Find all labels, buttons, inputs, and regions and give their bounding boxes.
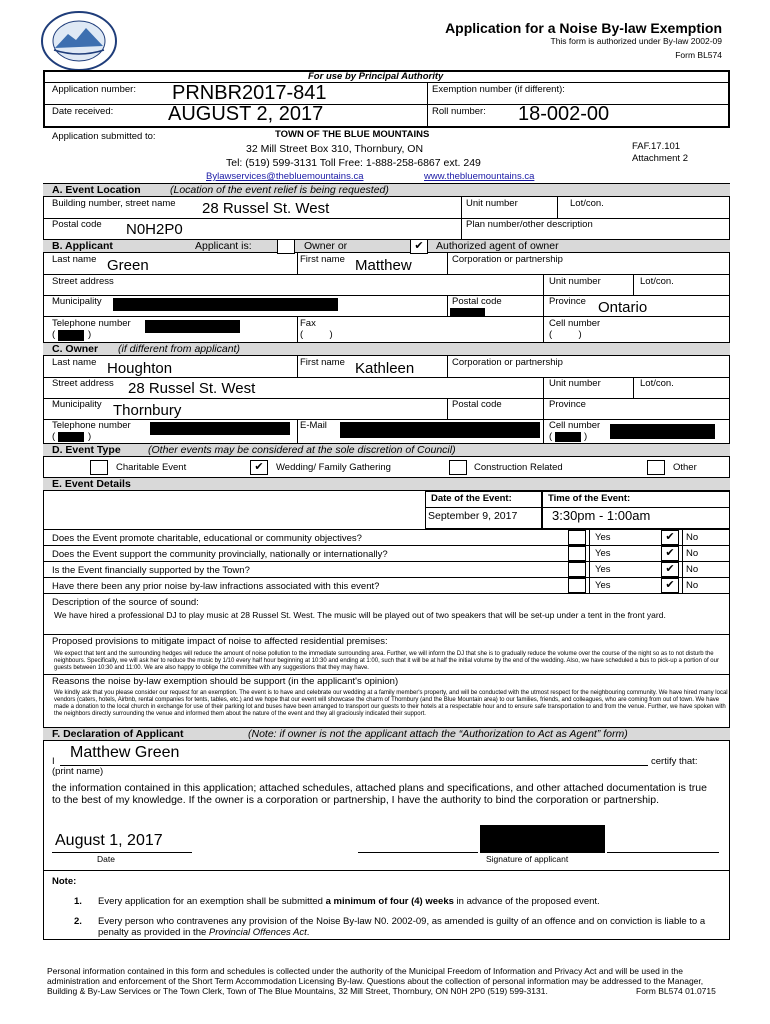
q2-no-label: No (686, 548, 699, 559)
q4-yes-label: Yes (595, 580, 611, 591)
note-1-text-a: Every application for an exemption shall be submitted (98, 896, 326, 907)
building-value: 28 Russel St. West (202, 200, 330, 217)
b-cell-label: Cell number (549, 318, 601, 329)
q2-no-checkbox[interactable] (661, 546, 679, 561)
note-2 (98, 916, 718, 938)
c-corp-label: Corporation or partnership (452, 357, 563, 368)
type-construction-label: Construction Related (474, 462, 563, 473)
c-first-label: First name (300, 357, 345, 368)
section-c-heading: C. Owner (52, 343, 99, 355)
c-last-value: Houghton (107, 360, 173, 377)
roll-number: 18-002-00 (518, 103, 610, 125)
a-postal-label: Postal code (52, 219, 102, 230)
q1-no-label: No (686, 532, 699, 543)
event-date-value: September 9, 2017 (428, 510, 518, 522)
c-street-value: 28 Russel St. West (128, 380, 256, 397)
redacted-signature (480, 825, 605, 853)
a-postal-value: N0H2P0 (126, 221, 183, 238)
a-lot-label: Lot/con. (570, 198, 604, 209)
question-1: Does the Event promote charitable, educational or community objectives? (52, 533, 362, 544)
q3-yes-checkbox[interactable] (568, 562, 586, 577)
check-icon: ✔ (665, 547, 675, 559)
c-postal-label: Postal code (452, 399, 502, 410)
redacted-b-area (58, 330, 84, 341)
redacted-b-municipality (113, 298, 338, 311)
b-first-label: First name (300, 254, 345, 265)
note-heading: Note: (52, 876, 77, 887)
section-a-sub: (Location of the event relief is being requested) (170, 184, 389, 196)
section-b-header (43, 239, 730, 253)
date-line (52, 852, 192, 853)
declare-name: Matthew Green (70, 744, 180, 761)
note-1-text-c: in advance of the proposed event. (453, 896, 600, 907)
town-phone: Tel: (519) 599-3131 Toll Free: 1-888-258-6867 ext. 249 (226, 157, 481, 169)
b-corp-label: Corporation or partnership (452, 254, 563, 265)
b-province-value: Ontario (598, 299, 648, 316)
q2-yes-label: Yes (595, 548, 611, 559)
b-unit-label: Unit number (549, 276, 601, 287)
attachment-label: Attachment 2 (632, 153, 688, 164)
authority-heading: For use by Principal Authority (308, 71, 444, 82)
footer-form-code: Form BL574 01.0715 (633, 986, 716, 996)
faf-code: FAF.17.101 (632, 141, 681, 152)
declaration-text: the information contained in this application; attached schedules, attached plans and specifications, and other attached documentation is true to the best of my knowledge. If the owner is a corporation or partnership, I have the authority to bind the corporation or partnership. (52, 782, 707, 806)
q4-no-checkbox[interactable] (661, 578, 679, 593)
note-2-text-c: . (306, 927, 310, 938)
exemption-label: Exemption number (if different): (432, 84, 565, 95)
redacted-c-phone (150, 422, 290, 435)
check-icon: ✔ (665, 563, 675, 575)
event-time-label: Time of the Event: (548, 493, 631, 504)
event-date-label: Date of the Event: (431, 493, 512, 504)
b-fax-parens: ( ) (300, 329, 333, 340)
note-1-number: 1. (74, 896, 82, 907)
agent-checkbox[interactable] (410, 239, 428, 254)
section-f-heading: F. Declaration of Applicant (52, 728, 184, 740)
section-d-heading: D. Event Type (52, 444, 121, 456)
q1-yes-checkbox[interactable] (568, 530, 586, 545)
c-unit-label: Unit number (549, 378, 601, 389)
town-web-link[interactable]: www.thebluemountains.ca (424, 171, 535, 182)
q3-no-label: No (686, 564, 699, 575)
town-name: TOWN OF THE BLUE MOUNTAINS (275, 129, 430, 140)
section-e-header (43, 477, 730, 491)
mitigate-label: Proposed provisions to mitigate impact of noise to affected residential premises: (52, 636, 388, 647)
c-muni-value: Thornbury (113, 402, 182, 419)
c-cell-label: Cell number (549, 420, 601, 431)
section-c-sub: (if different from applicant) (118, 343, 240, 355)
c-cell-paren-close: ) (584, 431, 588, 442)
desc-text: We have hired a professional DJ to play music at 28 Russel St. West. The music will be played out of two speakers that will be set-up under a tent in the front yard. (54, 610, 666, 620)
b-cell-parens: ( ) (549, 329, 582, 340)
declare-i: I (52, 756, 55, 767)
date-label: Date (97, 854, 115, 864)
check-icon: ✔ (665, 579, 675, 591)
redacted-b-phone (145, 320, 240, 333)
app-number-label: Application number: (52, 84, 136, 95)
note-2-text-a: Every person who contravenes any provision of the Noise By-law N0. 2002-09, as amended is guilty of an offence and on conviction is liable to a penalty as provided in the (98, 916, 706, 938)
b-first-value: Matthew (355, 257, 412, 274)
signature-label: Signature of applicant (486, 854, 569, 864)
q2-yes-checkbox[interactable] (568, 546, 586, 561)
desc-label: Description of the source of sound: (52, 597, 199, 608)
c-muni-label: Municipality (52, 399, 102, 410)
c-tel-label: Telephone number (52, 420, 131, 431)
note-1 (98, 896, 718, 907)
plan-label: Plan number/other description (466, 219, 593, 230)
app-number: PRNBR2017-841 (172, 82, 327, 104)
c-first-value: Kathleen (355, 360, 415, 377)
c-last-label: Last name (52, 357, 97, 368)
signature-line-left (358, 852, 478, 853)
b-last-label: Last name (52, 254, 97, 265)
privacy-footer: Personal information contained in this form and schedules is collected under the authority of the Municipal Freedom of Information and Privacy Act and will be used in the administration and enforcement of the Short Term Accommodation Licensing By-law. Questions about the collection of personal information may be addressed to the Manager, Building & By-Law Services or The Town Clerk, Town of The Blue Mountains, 32 Mill Street, Thornbury, ON N0H 2P0 (519) 599-3131. (47, 966, 704, 996)
declare-date: August 1, 2017 (55, 832, 163, 849)
q1-no-checkbox[interactable] (661, 530, 679, 545)
date-received: AUGUST 2, 2017 (168, 103, 324, 125)
question-4: Have there been any prior noise by-law infractions associated with this event? (52, 581, 380, 592)
c-email-label: E-Mail (300, 420, 327, 431)
b-tel-paren-close: ) (88, 329, 92, 340)
reasons-text: We kindly ask that you please consider our request for an exemption. The event is to have and celebrate our wedding at a family member's property, and will be conducted with the utmost respect for the neighbouring community. We have hired many local vendors (caters, hotels, Airbnb, rental companies for tents, tables, etc.) and we hope that our event will showcase the charm of Thornbury (and the Blue Mountain area) to our families, friends, and colleagues, who are coming from out of town. We have made a donation to the local church in exchange for use of their parking lot and buses have been arranged to transport our guests to their hotels at a respectable hour and to ensure safe transportation to and from the venue. Further, we have spoken with the neighbors directly surrounding the venue and informed them about the nature of the event and they all graciously indicated their support. (54, 690, 728, 717)
owner-checkbox[interactable] (277, 239, 295, 254)
agent-label: Authorized agent of owner (436, 240, 559, 252)
c-tel-paren-close: ) (88, 431, 92, 442)
c-cell-paren-open: ( (549, 431, 553, 442)
redacted-c-cell (610, 424, 715, 439)
owner-or-label: Owner or (304, 240, 348, 252)
q4-yes-checkbox[interactable] (568, 578, 586, 593)
a-unit-label: Unit number (466, 198, 518, 209)
authorized-text: This form is authorized under By-law 2002-09 (550, 36, 722, 46)
b-province-label: Province (549, 296, 586, 307)
check-icon: ✔ (414, 240, 424, 252)
other-checkbox[interactable] (647, 460, 665, 475)
question-2: Does the Event support the community provincially, nationally or internationally? (52, 549, 388, 560)
q1-yes-label: Yes (595, 532, 611, 543)
event-time-value: 3:30pm - 1:00am (552, 508, 651, 523)
town-logo (40, 10, 118, 72)
q4-no-label: No (686, 580, 699, 591)
b-postal-label: Postal code (452, 296, 502, 307)
submitted-label: Application submitted to: (52, 131, 156, 142)
charitable-checkbox[interactable] (90, 460, 108, 475)
section-b-heading: B. Applicant (52, 240, 113, 252)
b-last-value: Green (107, 257, 149, 274)
section-f-sub: (Note: if owner is not the applicant attach the “Authorization to Act as Agent” form) (248, 728, 628, 740)
type-other-label: Other (673, 462, 697, 473)
c-lot-label: Lot/con. (640, 378, 674, 389)
mitigate-text: We expect that tent and the surrounding hedges will reduce the amount of noise pollution to the immediate surrounding area. Further, we will inform the DJ that she is to gradually reduce the volume over the course of the night so as to not disturb the neighbours. Specifically, we will ask her to reduce the music by 1/10 every half hour beginning at 10:30 and ending at 1:00, such that it will be at half the initial volume by the end of the wedding. Also, we have scheduled a bus to pick-up a portion of our guests between 10:30 and 11:00. We are also happy to oblige the committee with any suggestions that they may have. (54, 651, 719, 671)
wedding-checkbox[interactable] (250, 460, 268, 475)
section-e-heading: E. Event Details (52, 478, 131, 490)
type-charitable-label: Charitable Event (116, 462, 187, 473)
certify-label: certify that: (651, 756, 698, 767)
date-received-label: Date received: (52, 106, 114, 117)
section-a-heading: A. Event Location (52, 184, 141, 196)
q3-yes-label: Yes (595, 564, 611, 575)
q3-no-checkbox[interactable] (661, 562, 679, 577)
check-icon: ✔ (665, 531, 675, 543)
b-tel-label: Telephone number (52, 318, 131, 329)
b-fax-label: Fax (300, 318, 316, 329)
print-name-label: (print name) (52, 766, 104, 777)
note-2-number: 2. (74, 916, 82, 927)
b-muni-label: Municipality (52, 296, 102, 307)
redacted-c-email (340, 422, 540, 438)
question-3: Is the Event financially supported by the Town? (52, 565, 250, 576)
type-wedding-label: Wedding/ Family Gathering (276, 462, 391, 473)
town-email-link[interactable]: Bylawservices@thebluemountains.ca (206, 171, 364, 182)
redacted-c-area (58, 432, 84, 442)
construction-checkbox[interactable] (449, 460, 467, 475)
c-province-label: Province (549, 399, 586, 410)
note-2-emphasis: Provincial Offences Act (208, 927, 307, 938)
reasons-label: Reasons the noise by-law exemption should be support (in the applicant's opinion) (52, 676, 399, 687)
roll-label: Roll number: (432, 106, 486, 117)
b-street-label: Street address (52, 276, 114, 287)
check-icon: ✔ (254, 461, 264, 473)
building-label: Building number, street name (52, 198, 176, 209)
c-street-label: Street address (52, 378, 114, 389)
section-d-sub: (Other events may be considered at the sole discretion of Council) (148, 444, 456, 456)
applicant-is-label: Applicant is: (195, 240, 252, 252)
print-name-line (60, 765, 648, 766)
b-lot-label: Lot/con. (640, 276, 674, 287)
form-title: Application for a Noise By-law Exemption (445, 20, 722, 36)
signature-line-right (607, 852, 719, 853)
b-tel-paren-open: ( (52, 329, 56, 340)
town-address: 32 Mill Street Box 310, Thornbury, ON (246, 143, 424, 155)
redacted-c-cell-area (555, 432, 581, 442)
form-number: Form BL574 (675, 50, 722, 60)
note-1-emphasis: a minimum of four (4) weeks (325, 896, 454, 907)
c-tel-paren-open: ( (52, 431, 56, 442)
